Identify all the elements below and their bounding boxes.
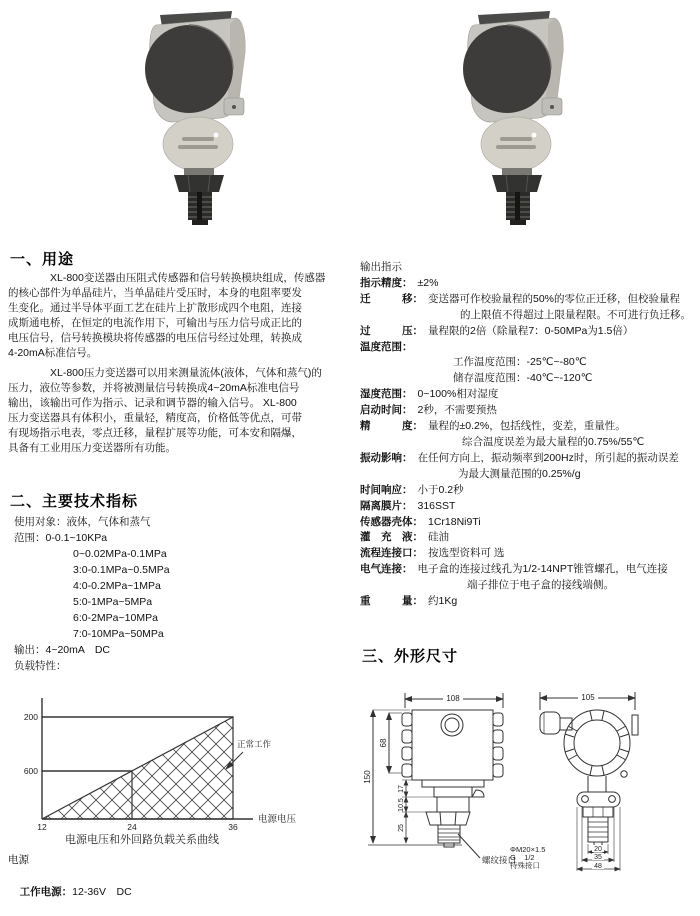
para-line: 压力，液位等参数，并将被测量信号转换成4~20mA标准电信号 bbox=[8, 382, 300, 394]
note-g12: G 1/2 bbox=[510, 853, 535, 862]
dim-17: 17 bbox=[398, 785, 405, 793]
spec-row: 过 压： 量程限的2倍（除量程7：0-50MPa为1.5倍） bbox=[360, 324, 634, 337]
spec-row-indent: 工作温度范围：-25℃~-80℃ bbox=[453, 356, 587, 369]
x-tick-12: 12 bbox=[37, 822, 47, 832]
tech-spec-list bbox=[14, 514, 354, 674]
spec-row: 迁 移： 变送器可作校验量程的50%的零位正迁移，但校验量程 bbox=[360, 292, 681, 305]
section-heading-usage: 一、用途 bbox=[10, 251, 75, 268]
drawing-side-view bbox=[368, 693, 503, 858]
spec-row: 振动影响： 在任何方向上，振动频率到200Hz时，所引起的振动误差 bbox=[360, 451, 679, 464]
x-tick-24: 24 bbox=[127, 822, 137, 832]
range-head-line: 范围：0-0.1~10KPa bbox=[14, 532, 108, 544]
para-line: XL-800变送器由压阻式传感器和信号转换模块组成，传感器 bbox=[8, 272, 326, 284]
spec-header: 输出指示 bbox=[360, 261, 402, 273]
output-line: 输出：4~20mA DC bbox=[14, 644, 110, 656]
load-characteristic-chart bbox=[0, 688, 350, 850]
spec-row: 隔离膜片： 316SST bbox=[360, 499, 456, 512]
dim-48: 48 bbox=[594, 863, 602, 870]
spec-row: 传感器壳体： 1Cr18Ni9Ti bbox=[360, 515, 481, 528]
para-line: 有现场指示电表，零点迁移，量程扩展等功能，可本安和隔爆， bbox=[8, 427, 302, 439]
chart-region bbox=[42, 717, 233, 819]
y-tick-200: 200 bbox=[23, 712, 38, 722]
range-line: 0~0.02MPa-0.1MPa bbox=[73, 548, 167, 560]
range-line: 6:0-2MPa~10MPa bbox=[73, 612, 158, 624]
range-line: 4:0-0.2MPa~1MPa bbox=[73, 580, 161, 592]
spec-row-cont: 为最大测量范围的0.25%/g bbox=[458, 467, 581, 480]
section-heading-specs: 二、主要技术指标 bbox=[10, 493, 139, 510]
power-label: 电源 bbox=[8, 854, 29, 866]
power-supply-line bbox=[8, 868, 132, 916]
para-line: XL-800压力变送器可以用来测量流体(液体，气体和蒸气)的 bbox=[8, 367, 322, 379]
power-supply-term: 工作电源： bbox=[19, 886, 73, 898]
spec-row-indent: 储存温度范围：-40℃~-120℃ bbox=[453, 372, 593, 385]
range-line: 7:0-10MPa~50MPa bbox=[73, 628, 164, 640]
para-line: 压力变送器具有体积小，重量轻，精度高，价格低等优点，可带 bbox=[8, 412, 302, 424]
spec-row: 电气连接： 电子盒的连接过线孔为1/2-14NPT锥管螺孔，电气连接 bbox=[360, 563, 668, 576]
product-photo-right bbox=[444, 8, 584, 236]
dim-35: 35 bbox=[594, 854, 602, 861]
section-heading-dimensions: 三、外形尺寸 bbox=[362, 648, 459, 665]
spec-row: 灌 充 液： 硅油 bbox=[360, 531, 449, 544]
para-line: 输出，该输出可作为指示、记录和调节器的输入信号。 XL-800 bbox=[8, 397, 297, 409]
subject-line: 使用对象：液体，气体和蒸气 bbox=[14, 516, 151, 528]
spec-row: 时间响应： 小于0.2秒 bbox=[360, 483, 464, 496]
para-line: 具备有工业用压力变送器所有功能。 bbox=[8, 442, 176, 454]
chart-caption: 电源电压和外回路负载关系曲线 bbox=[65, 834, 219, 846]
dim-68: 68 bbox=[379, 738, 388, 748]
range-line: 5:0-1MPa~5MPa bbox=[73, 596, 153, 608]
para-line: 生变化。通过半导体平面工艺在硅片上扩散形成四个电阻，连接 bbox=[8, 302, 302, 314]
dimension-drawings bbox=[358, 682, 700, 888]
spec-row: 启动时间： 2秒，不需要预热 bbox=[360, 404, 497, 417]
power-supply-value: 12-36V DC bbox=[72, 886, 132, 898]
dim-25: 25 bbox=[398, 824, 405, 832]
spec-row-cont: 综合温度误差为最大量程的0.75%/55℃ bbox=[462, 435, 645, 448]
dim-150: 150 bbox=[363, 770, 372, 784]
spec-table bbox=[360, 260, 698, 610]
usage-paragraph-1 bbox=[8, 271, 356, 361]
para-line: 电压信号，信号转换模块将传感器的电压信号经过处理，转换成 bbox=[8, 332, 302, 344]
spec-row-cont: 端子排位于电子盒的接线端侧。 bbox=[467, 579, 614, 592]
spec-row: 温度范围： bbox=[360, 340, 413, 353]
y-tick-600: 600 bbox=[23, 766, 38, 776]
spec-row-cont: 的上限值不得超过上限量程限。不可进行负迁移。 bbox=[460, 308, 691, 321]
para-line: 成斯通电桥，在恒定的电流作用下，可输出与压力信号成正比的 bbox=[8, 317, 302, 329]
x-axis-label: 电源电压 bbox=[258, 814, 297, 825]
drawing-front-view bbox=[540, 692, 638, 871]
spec-row: 指示精度： ±2% bbox=[360, 276, 439, 289]
note-m20: ΦM20×1.5 bbox=[510, 845, 546, 854]
product-photo-left bbox=[126, 8, 266, 236]
dim-10-5: 10.5 bbox=[398, 798, 405, 812]
spec-row: 精 度： 量程的±0.2%，包括线性，变差，重量性。 bbox=[360, 420, 626, 433]
spec-row: 流程连接口： 按选型资料可 选 bbox=[360, 547, 505, 560]
dim-105: 105 bbox=[581, 693, 595, 702]
spec-row: 重 量： 约1Kg bbox=[360, 595, 458, 608]
load-label-line: 负载特性： bbox=[14, 660, 67, 672]
thread-port-label: 螺纹接口 bbox=[482, 855, 517, 865]
dim-20: 20 bbox=[594, 846, 602, 853]
spec-row: 湿度范围： 0~100%相对湿度 bbox=[360, 388, 499, 401]
para-line: 的核心部件为单晶硅片，当单晶硅片受压时，本身的电阻率要发 bbox=[8, 287, 302, 299]
x-tick-36: 36 bbox=[228, 822, 238, 832]
annotation-label: 正常工作 bbox=[237, 739, 272, 749]
transmitter-illustration bbox=[145, 11, 245, 225]
note-special: 特殊接口 bbox=[510, 861, 540, 870]
usage-paragraph-2 bbox=[8, 366, 356, 456]
transmitter-illustration bbox=[463, 11, 563, 225]
range-line: 3:0-0.1MPa~0.5MPa bbox=[73, 564, 170, 576]
para-line: 4-20mA标准信号。 bbox=[8, 347, 98, 359]
dim-108: 108 bbox=[446, 694, 460, 703]
